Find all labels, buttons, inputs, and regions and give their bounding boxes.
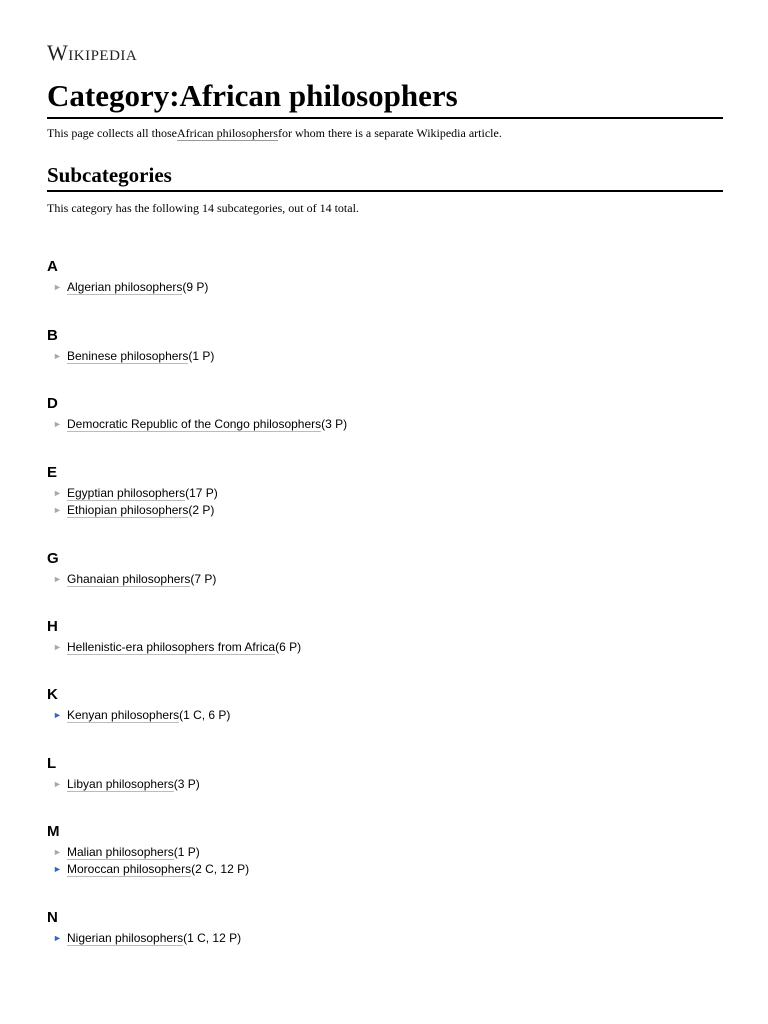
group-letter-heading: H [47, 618, 58, 635]
subcategory-group [47, 327, 214, 365]
bullet-triangle-icon: ► [53, 488, 62, 498]
subcategory-group [47, 618, 301, 656]
subcategory-item [47, 571, 216, 588]
group-letter-heading: G [47, 550, 59, 567]
subcategory-page-count: (3 P) [173, 777, 200, 791]
subcategory-item [47, 639, 301, 656]
subcategory-link[interactable]: Ghanaian philosophers [67, 572, 191, 586]
intro-text-before: This page collects all those [47, 126, 177, 140]
subcategory-item [47, 348, 214, 365]
subcategory-link[interactable]: Hellenistic-era philosophers from Africa [67, 640, 276, 654]
group-letter-heading: N [47, 909, 58, 926]
bullet-triangle-icon: ► [53, 282, 62, 292]
subcategory-group [47, 258, 208, 296]
expand-triangle-icon[interactable]: ► [53, 710, 62, 720]
group-letter-heading: K [47, 686, 58, 703]
expand-triangle-icon[interactable]: ► [53, 933, 62, 943]
subcategory-group [47, 755, 200, 793]
subcategory-group [47, 464, 218, 519]
bullet-triangle-icon: ► [53, 505, 62, 515]
group-letter-heading: A [47, 258, 58, 275]
subcategory-page-count: (3 P) [321, 417, 348, 431]
page-title: Category:African philosophers [47, 76, 723, 119]
subcategory-group [47, 395, 347, 433]
subcategory-page-count: (17 P) [185, 486, 218, 500]
subcategory-link[interactable]: Beninese philosophers [67, 349, 189, 363]
subcategory-group [47, 686, 230, 724]
subcategory-link[interactable]: Democratic Republic of the Congo philosophers [67, 417, 322, 431]
subcategory-link[interactable]: Ethiopian philosophers [67, 503, 189, 517]
expand-triangle-icon[interactable]: ► [53, 864, 62, 874]
subcategory-link[interactable]: Malian philosophers [67, 845, 174, 859]
subcategory-item [47, 279, 208, 296]
bullet-triangle-icon: ► [53, 642, 62, 652]
group-letter-heading: M [47, 823, 60, 840]
subcategory-item [47, 861, 249, 878]
subcategory-count-text: This category has the following 14 subcategories, out of 14 total. [47, 201, 359, 215]
subcategory-page-count: (9 P) [182, 280, 209, 294]
subcategory-link[interactable]: Moroccan philosophers [67, 862, 192, 876]
bullet-triangle-icon: ► [53, 779, 62, 789]
subcategory-page-count: (2 C, 12 P) [191, 862, 250, 876]
subcategory-item [47, 776, 200, 793]
subcategory-item [47, 416, 347, 433]
subcategory-page-count: (2 P) [188, 503, 215, 517]
african-philosophers-link[interactable]: African philosophers [176, 126, 278, 140]
bullet-triangle-icon: ► [53, 419, 62, 429]
intro-text-after: for whom there is a separate Wikipedia article. [277, 126, 502, 140]
subcategory-page-count: (7 P) [190, 572, 217, 586]
subcategory-link[interactable]: Nigerian philosophers [67, 931, 184, 945]
subcategory-link[interactable]: Libyan philosophers [67, 777, 174, 791]
subcategory-page-count: (1 C, 12 P) [183, 931, 242, 945]
bullet-triangle-icon: ► [53, 847, 62, 857]
group-letter-heading: B [47, 327, 58, 344]
wikipedia-wordmark[interactable]: Wikipedia [47, 40, 138, 65]
subcategory-group [47, 823, 249, 878]
subcategory-page-count: (1 P) [173, 845, 200, 859]
subcategory-link[interactable]: Algerian philosophers [67, 280, 183, 294]
subcategory-link[interactable]: Kenyan philosophers [67, 708, 180, 722]
group-letter-heading: L [47, 755, 57, 772]
subcategory-link[interactable]: Egyptian philosophers [67, 486, 186, 500]
subcategory-item [47, 844, 249, 861]
subcategory-page-count: (1 C, 6 P) [179, 708, 231, 722]
subcategory-group [47, 550, 216, 588]
subcategory-item [47, 707, 230, 724]
subcategory-item [47, 485, 218, 502]
group-letter-heading: E [47, 464, 58, 481]
subcategory-item [47, 930, 241, 947]
bullet-triangle-icon: ► [53, 574, 62, 584]
subcategory-page-count: (6 P) [275, 640, 302, 654]
subcategory-group [47, 909, 241, 947]
subcategories-heading: Subcategories [47, 161, 723, 192]
subcategory-page-count: (1 P) [188, 349, 215, 363]
bullet-triangle-icon: ► [53, 351, 62, 361]
subcategory-item [47, 502, 218, 519]
group-letter-heading: D [47, 395, 58, 412]
intro-text [47, 125, 502, 141]
